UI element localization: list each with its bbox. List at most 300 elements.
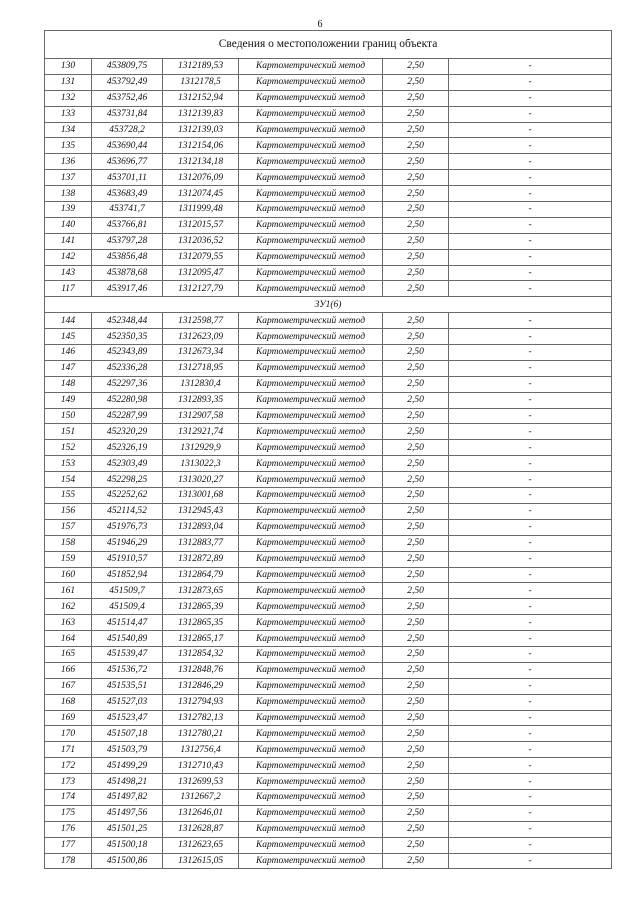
point-number-cell: 163 xyxy=(45,615,92,631)
description-cell: - xyxy=(449,408,612,424)
method-cell: Картометрический метод xyxy=(239,345,383,361)
method-cell: Картометрический метод xyxy=(239,567,383,583)
point-number-cell: 140 xyxy=(45,217,92,233)
description-cell: - xyxy=(449,503,612,519)
description-cell: - xyxy=(449,583,612,599)
description-cell: - xyxy=(449,376,612,392)
method-cell: Картометрический метод xyxy=(239,519,383,535)
description-cell: - xyxy=(449,217,612,233)
table-row xyxy=(45,615,612,631)
page-number: 6 xyxy=(317,19,323,30)
accuracy-cell: 2,50 xyxy=(383,567,449,583)
table-row xyxy=(45,837,612,853)
method-cell: Картометрический метод xyxy=(239,551,383,567)
accuracy-cell: 2,50 xyxy=(383,233,449,249)
description-cell: - xyxy=(449,853,612,869)
method-cell: Картометрический метод xyxy=(239,281,383,297)
y-coordinate-cell: 1312598,77 xyxy=(163,313,239,329)
x-coordinate-cell: 452298,25 xyxy=(92,472,163,488)
x-coordinate-cell: 451499,29 xyxy=(92,758,163,774)
point-number-cell: 175 xyxy=(45,805,92,821)
table-row xyxy=(45,742,612,758)
method-cell: Картометрический метод xyxy=(239,59,383,75)
y-coordinate-cell: 1312667,2 xyxy=(163,789,239,805)
y-coordinate-cell: 1312139,03 xyxy=(163,122,239,138)
accuracy-cell: 2,50 xyxy=(383,503,449,519)
y-coordinate-cell: 1312134,18 xyxy=(163,154,239,170)
method-cell: Картометрический метод xyxy=(239,233,383,249)
accuracy-cell: 2,50 xyxy=(383,265,449,281)
point-number-cell: 150 xyxy=(45,408,92,424)
description-cell: - xyxy=(449,567,612,583)
point-number-cell: 131 xyxy=(45,74,92,90)
point-number-cell: 135 xyxy=(45,138,92,154)
y-coordinate-cell: 1312623,65 xyxy=(163,837,239,853)
x-coordinate-cell: 452336,28 xyxy=(92,360,163,376)
point-number-cell: 170 xyxy=(45,726,92,742)
accuracy-cell: 2,50 xyxy=(383,551,449,567)
accuracy-cell: 2,50 xyxy=(383,74,449,90)
table-row xyxy=(45,631,612,647)
method-cell: Картометрический метод xyxy=(239,774,383,790)
description-cell: - xyxy=(449,265,612,281)
y-coordinate-cell: 1312794,93 xyxy=(163,694,239,710)
accuracy-cell: 2,50 xyxy=(383,408,449,424)
method-cell: Картометрический метод xyxy=(239,265,383,281)
x-coordinate-cell: 451523,47 xyxy=(92,710,163,726)
accuracy-cell: 2,50 xyxy=(383,615,449,631)
accuracy-cell: 2,50 xyxy=(383,281,449,297)
x-coordinate-cell: 451497,82 xyxy=(92,789,163,805)
point-number-cell: 167 xyxy=(45,678,92,694)
x-coordinate-cell: 451500,18 xyxy=(92,837,163,853)
method-cell: Картометрический метод xyxy=(239,615,383,631)
x-coordinate-cell: 451852,94 xyxy=(92,567,163,583)
x-coordinate-cell: 452320,29 xyxy=(92,424,163,440)
description-cell: - xyxy=(449,599,612,615)
table-row xyxy=(45,154,612,170)
accuracy-cell: 2,50 xyxy=(383,519,449,535)
method-cell: Картометрический метод xyxy=(239,186,383,202)
point-number-cell: 157 xyxy=(45,519,92,535)
accuracy-cell: 2,50 xyxy=(383,662,449,678)
table-row xyxy=(45,170,612,186)
accuracy-cell: 2,50 xyxy=(383,646,449,662)
section-label: ЗУ1(6) xyxy=(45,297,612,313)
method-cell: Картометрический метод xyxy=(239,662,383,678)
table-row xyxy=(45,360,612,376)
point-number-cell: 145 xyxy=(45,329,92,345)
y-coordinate-cell: 1312854,32 xyxy=(163,646,239,662)
method-cell: Картометрический метод xyxy=(239,472,383,488)
method-cell: Картометрический метод xyxy=(239,90,383,106)
table-row xyxy=(45,662,612,678)
accuracy-cell: 2,50 xyxy=(383,853,449,869)
y-coordinate-cell: 1312756,4 xyxy=(163,742,239,758)
description-cell: - xyxy=(449,646,612,662)
accuracy-cell: 2,50 xyxy=(383,440,449,456)
x-coordinate-cell: 453797,28 xyxy=(92,233,163,249)
accuracy-cell: 2,50 xyxy=(383,170,449,186)
x-coordinate-cell: 452303,49 xyxy=(92,456,163,472)
description-cell: - xyxy=(449,392,612,408)
description-cell: - xyxy=(449,488,612,504)
table-row xyxy=(45,774,612,790)
x-coordinate-cell: 453696,77 xyxy=(92,154,163,170)
accuracy-cell: 2,50 xyxy=(383,249,449,265)
y-coordinate-cell: 1312921,74 xyxy=(163,424,239,440)
y-coordinate-cell: 1312864,79 xyxy=(163,567,239,583)
description-cell: - xyxy=(449,551,612,567)
description-cell: - xyxy=(449,710,612,726)
point-number-cell: 142 xyxy=(45,249,92,265)
y-coordinate-cell: 1312780,21 xyxy=(163,726,239,742)
table-row xyxy=(45,217,612,233)
y-coordinate-cell: 1312623,09 xyxy=(163,329,239,345)
x-coordinate-cell: 452326,19 xyxy=(92,440,163,456)
accuracy-cell: 2,50 xyxy=(383,217,449,233)
y-coordinate-cell: 1312718,95 xyxy=(163,360,239,376)
y-coordinate-cell: 1312673,34 xyxy=(163,345,239,361)
x-coordinate-cell: 451497,56 xyxy=(92,805,163,821)
table-title: Сведения о местоположении границ объекта xyxy=(45,31,612,59)
table-row xyxy=(45,202,612,218)
y-coordinate-cell: 1312883,77 xyxy=(163,535,239,551)
x-coordinate-cell: 451507,18 xyxy=(92,726,163,742)
method-cell: Картометрический метод xyxy=(239,138,383,154)
description-cell: - xyxy=(449,805,612,821)
accuracy-cell: 2,50 xyxy=(383,424,449,440)
table-row xyxy=(45,599,612,615)
accuracy-cell: 2,50 xyxy=(383,472,449,488)
x-coordinate-cell: 451500,86 xyxy=(92,853,163,869)
table-row xyxy=(45,376,612,392)
description-cell: - xyxy=(449,472,612,488)
method-cell: Картометрический метод xyxy=(239,821,383,837)
table-row xyxy=(45,710,612,726)
table-row xyxy=(45,535,612,551)
accuracy-cell: 2,50 xyxy=(383,313,449,329)
accuracy-cell: 2,50 xyxy=(383,202,449,218)
description-cell: - xyxy=(449,535,612,551)
table-row xyxy=(45,392,612,408)
point-number-cell: 144 xyxy=(45,313,92,329)
method-cell: Картометрический метод xyxy=(239,217,383,233)
table-row xyxy=(45,853,612,869)
table-row xyxy=(45,329,612,345)
y-coordinate-cell: 1312127,79 xyxy=(163,281,239,297)
x-coordinate-cell: 451501,25 xyxy=(92,821,163,837)
point-number-cell: 178 xyxy=(45,853,92,869)
point-number-cell: 130 xyxy=(45,59,92,75)
y-coordinate-cell: 1312646,01 xyxy=(163,805,239,821)
y-coordinate-cell: 1312865,17 xyxy=(163,631,239,647)
description-cell: - xyxy=(449,758,612,774)
method-cell: Картометрический метод xyxy=(239,710,383,726)
description-cell: - xyxy=(449,329,612,345)
description-cell: - xyxy=(449,615,612,631)
accuracy-cell: 2,50 xyxy=(383,360,449,376)
description-cell: - xyxy=(449,789,612,805)
y-coordinate-cell: 1312036,52 xyxy=(163,233,239,249)
y-coordinate-cell: 1312945,43 xyxy=(163,503,239,519)
y-coordinate-cell: 1312079,55 xyxy=(163,249,239,265)
description-cell: - xyxy=(449,440,612,456)
point-number-cell: 171 xyxy=(45,742,92,758)
method-cell: Картометрический метод xyxy=(239,424,383,440)
description-cell: - xyxy=(449,360,612,376)
accuracy-cell: 2,50 xyxy=(383,678,449,694)
table-row xyxy=(45,789,612,805)
y-coordinate-cell: 1312095,47 xyxy=(163,265,239,281)
description-cell: - xyxy=(449,678,612,694)
method-cell: Картометрический метод xyxy=(239,313,383,329)
point-number-cell: 132 xyxy=(45,90,92,106)
boundary-table-frame xyxy=(44,30,611,869)
table-row xyxy=(45,805,612,821)
method-cell: Картометрический метод xyxy=(239,488,383,504)
accuracy-cell: 2,50 xyxy=(383,694,449,710)
x-coordinate-cell: 451536,72 xyxy=(92,662,163,678)
table-row xyxy=(45,488,612,504)
description-cell: - xyxy=(449,821,612,837)
accuracy-cell: 2,50 xyxy=(383,821,449,837)
accuracy-cell: 2,50 xyxy=(383,154,449,170)
x-coordinate-cell: 451514,47 xyxy=(92,615,163,631)
table-title-row xyxy=(45,31,612,59)
x-coordinate-cell: 452350,35 xyxy=(92,329,163,345)
table-row xyxy=(45,583,612,599)
point-number-cell: 147 xyxy=(45,360,92,376)
x-coordinate-cell: 451509,4 xyxy=(92,599,163,615)
table-row xyxy=(45,90,612,106)
y-coordinate-cell: 1312015,57 xyxy=(163,217,239,233)
y-coordinate-cell: 1312189,53 xyxy=(163,59,239,75)
table-row xyxy=(45,758,612,774)
accuracy-cell: 2,50 xyxy=(383,59,449,75)
method-cell: Картометрический метод xyxy=(239,678,383,694)
point-number-cell: 165 xyxy=(45,646,92,662)
table-row xyxy=(45,106,612,122)
accuracy-cell: 2,50 xyxy=(383,742,449,758)
point-number-cell: 168 xyxy=(45,694,92,710)
point-number-cell: 172 xyxy=(45,758,92,774)
x-coordinate-cell: 451503,79 xyxy=(92,742,163,758)
y-coordinate-cell: 1312074,45 xyxy=(163,186,239,202)
point-number-cell: 148 xyxy=(45,376,92,392)
description-cell: - xyxy=(449,186,612,202)
boundary-coordinates-table xyxy=(44,30,612,869)
y-coordinate-cell: 1312893,35 xyxy=(163,392,239,408)
y-coordinate-cell: 1312893,04 xyxy=(163,519,239,535)
description-cell: - xyxy=(449,742,612,758)
point-number-cell: 151 xyxy=(45,424,92,440)
table-row xyxy=(45,646,612,662)
x-coordinate-cell: 451539,47 xyxy=(92,646,163,662)
method-cell: Картометрический метод xyxy=(239,122,383,138)
x-coordinate-cell: 451527,03 xyxy=(92,694,163,710)
y-coordinate-cell: 1312873,65 xyxy=(163,583,239,599)
point-number-cell: 117 xyxy=(45,281,92,297)
point-number-cell: 146 xyxy=(45,345,92,361)
method-cell: Картометрический метод xyxy=(239,440,383,456)
accuracy-cell: 2,50 xyxy=(383,583,449,599)
accuracy-cell: 2,50 xyxy=(383,329,449,345)
table-row xyxy=(45,138,612,154)
point-number-cell: 159 xyxy=(45,551,92,567)
x-coordinate-cell: 453731,84 xyxy=(92,106,163,122)
description-cell: - xyxy=(449,662,612,678)
x-coordinate-cell: 453766,81 xyxy=(92,217,163,233)
point-number-cell: 153 xyxy=(45,456,92,472)
table-row xyxy=(45,59,612,75)
table-row xyxy=(45,74,612,90)
method-cell: Картометрический метод xyxy=(239,805,383,821)
method-cell: Картометрический метод xyxy=(239,249,383,265)
method-cell: Картометрический метод xyxy=(239,392,383,408)
point-number-cell: 154 xyxy=(45,472,92,488)
y-coordinate-cell: 1312615,05 xyxy=(163,853,239,869)
accuracy-cell: 2,50 xyxy=(383,805,449,821)
table-row xyxy=(45,567,612,583)
table-row xyxy=(45,233,612,249)
y-coordinate-cell: 1313001,68 xyxy=(163,488,239,504)
description-cell: - xyxy=(449,631,612,647)
description-cell: - xyxy=(449,726,612,742)
method-cell: Картометрический метод xyxy=(239,599,383,615)
point-number-cell: 160 xyxy=(45,567,92,583)
x-coordinate-cell: 452114,52 xyxy=(92,503,163,519)
description-cell: - xyxy=(449,90,612,106)
y-coordinate-cell: 1312865,35 xyxy=(163,615,239,631)
point-number-cell: 137 xyxy=(45,170,92,186)
method-cell: Картометрический метод xyxy=(239,646,383,662)
table-row xyxy=(45,408,612,424)
method-cell: Картометрический метод xyxy=(239,631,383,647)
y-coordinate-cell: 1312699,53 xyxy=(163,774,239,790)
point-number-cell: 134 xyxy=(45,122,92,138)
x-coordinate-cell: 453701,11 xyxy=(92,170,163,186)
point-number-cell: 174 xyxy=(45,789,92,805)
point-number-cell: 155 xyxy=(45,488,92,504)
description-cell: - xyxy=(449,59,612,75)
method-cell: Картометрический метод xyxy=(239,408,383,424)
point-number-cell: 139 xyxy=(45,202,92,218)
accuracy-cell: 2,50 xyxy=(383,376,449,392)
table-row xyxy=(45,424,612,440)
method-cell: Картометрический метод xyxy=(239,360,383,376)
x-coordinate-cell: 452343,89 xyxy=(92,345,163,361)
accuracy-cell: 2,50 xyxy=(383,186,449,202)
y-coordinate-cell: 1312865,39 xyxy=(163,599,239,615)
point-number-cell: 141 xyxy=(45,233,92,249)
method-cell: Картометрический метод xyxy=(239,106,383,122)
description-cell: - xyxy=(449,202,612,218)
method-cell: Картометрический метод xyxy=(239,837,383,853)
method-cell: Картометрический метод xyxy=(239,376,383,392)
description-cell: - xyxy=(449,170,612,186)
description-cell: - xyxy=(449,281,612,297)
x-coordinate-cell: 453878,68 xyxy=(92,265,163,281)
table-row xyxy=(45,313,612,329)
method-cell: Картометрический метод xyxy=(239,758,383,774)
point-number-cell: 169 xyxy=(45,710,92,726)
accuracy-cell: 2,50 xyxy=(383,456,449,472)
y-coordinate-cell: 1311999,48 xyxy=(163,202,239,218)
y-coordinate-cell: 1312846,29 xyxy=(163,678,239,694)
x-coordinate-cell: 453792,49 xyxy=(92,74,163,90)
description-cell: - xyxy=(449,313,612,329)
y-coordinate-cell: 1312907,58 xyxy=(163,408,239,424)
description-cell: - xyxy=(449,837,612,853)
method-cell: Картометрический метод xyxy=(239,202,383,218)
table-row xyxy=(45,456,612,472)
description-cell: - xyxy=(449,138,612,154)
x-coordinate-cell: 451976,73 xyxy=(92,519,163,535)
x-coordinate-cell: 453683,49 xyxy=(92,186,163,202)
x-coordinate-cell: 451498,21 xyxy=(92,774,163,790)
table-row xyxy=(45,249,612,265)
table-row xyxy=(45,122,612,138)
accuracy-cell: 2,50 xyxy=(383,726,449,742)
table-row xyxy=(45,281,612,297)
table-row xyxy=(45,821,612,837)
method-cell: Картометрический метод xyxy=(239,535,383,551)
y-coordinate-cell: 1312848,76 xyxy=(163,662,239,678)
description-cell: - xyxy=(449,774,612,790)
x-coordinate-cell: 453690,44 xyxy=(92,138,163,154)
table-row xyxy=(45,519,612,535)
table-row xyxy=(45,440,612,456)
x-coordinate-cell: 453752,46 xyxy=(92,90,163,106)
point-number-cell: 138 xyxy=(45,186,92,202)
x-coordinate-cell: 451540,89 xyxy=(92,631,163,647)
accuracy-cell: 2,50 xyxy=(383,488,449,504)
description-cell: - xyxy=(449,233,612,249)
x-coordinate-cell: 451509,7 xyxy=(92,583,163,599)
y-coordinate-cell: 1312872,89 xyxy=(163,551,239,567)
y-coordinate-cell: 1312152,94 xyxy=(163,90,239,106)
accuracy-cell: 2,50 xyxy=(383,774,449,790)
method-cell: Картометрический метод xyxy=(239,726,383,742)
accuracy-cell: 2,50 xyxy=(383,599,449,615)
point-number-cell: 173 xyxy=(45,774,92,790)
x-coordinate-cell: 453856,48 xyxy=(92,249,163,265)
x-coordinate-cell: 452280,98 xyxy=(92,392,163,408)
description-cell: - xyxy=(449,424,612,440)
point-number-cell: 149 xyxy=(45,392,92,408)
accuracy-cell: 2,50 xyxy=(383,122,449,138)
x-coordinate-cell: 452287,99 xyxy=(92,408,163,424)
point-number-cell: 176 xyxy=(45,821,92,837)
method-cell: Картометрический метод xyxy=(239,170,383,186)
description-cell: - xyxy=(449,74,612,90)
accuracy-cell: 2,50 xyxy=(383,758,449,774)
method-cell: Картометрический метод xyxy=(239,742,383,758)
x-coordinate-cell: 451535,51 xyxy=(92,678,163,694)
accuracy-cell: 2,50 xyxy=(383,710,449,726)
point-number-cell: 162 xyxy=(45,599,92,615)
y-coordinate-cell: 1312628,87 xyxy=(163,821,239,837)
description-cell: - xyxy=(449,106,612,122)
table-row xyxy=(45,345,612,361)
point-number-cell: 156 xyxy=(45,503,92,519)
method-cell: Картометрический метод xyxy=(239,694,383,710)
accuracy-cell: 2,50 xyxy=(383,631,449,647)
accuracy-cell: 2,50 xyxy=(383,837,449,853)
accuracy-cell: 2,50 xyxy=(383,90,449,106)
y-coordinate-cell: 1312710,43 xyxy=(163,758,239,774)
